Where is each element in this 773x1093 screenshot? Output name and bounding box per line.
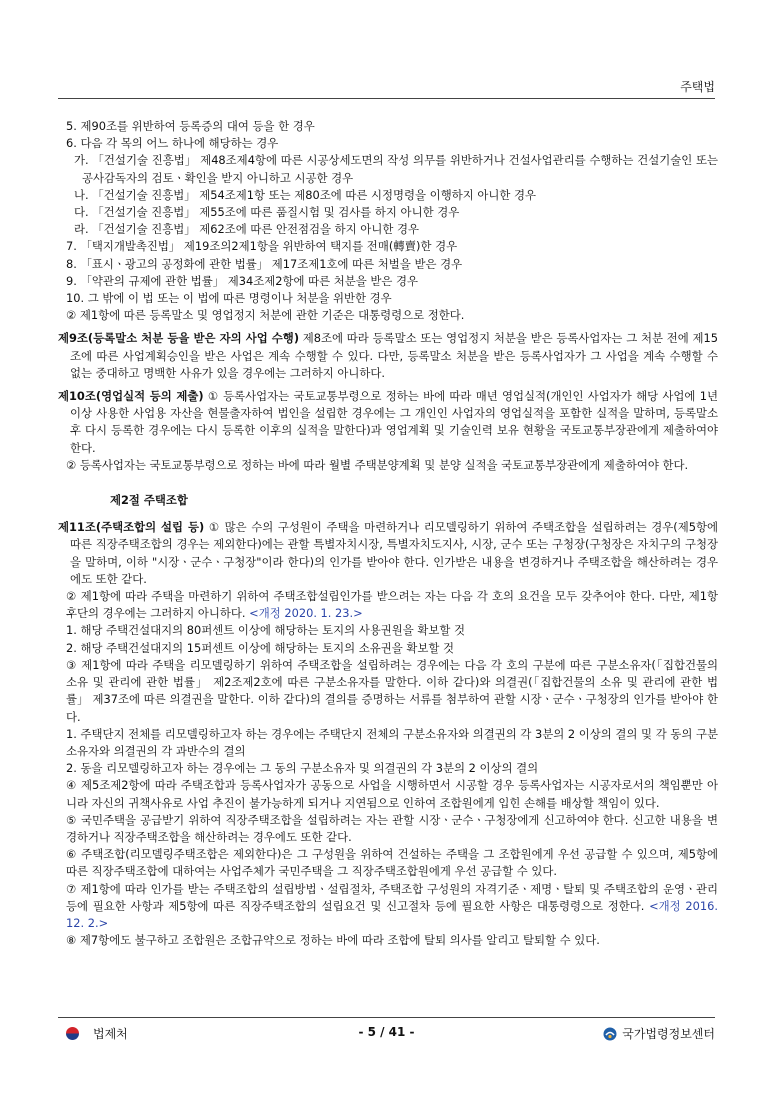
list-item: 2. 해당 주택건설대지의 15퍼센트 이상에 해당하는 토지의 소유권을 확보할 것 <box>66 640 455 655</box>
article-11 <box>58 519 718 588</box>
paragraph: ⑧ 제7항에도 불구하고 조합원은 조합규약으로 정하는 바에 따라 조합에 탈퇴 의사를 알리고 탈퇴할 수 있다. <box>66 933 600 948</box>
list-item: 2. 동을 리모델링하고자 하는 경우에는 그 동의 구분소유자 및 의결권의 각 3분의 2 이상의 결의 <box>66 761 539 776</box>
amendment-note: <개정 2016. 12. 2.> <box>66 898 719 930</box>
list-item: 1. 주택단지 전체를 리모델링하고자 하는 경우에는 주택단지 전체의 구분소유자와 의결권의 각 3분의 2 이상의 결의 및 각 동의 구분소유자와 의결권의 각 과반수의 결의 <box>66 726 718 758</box>
sub-list-item: 라. 「건설기술 진흥법」 제62조에 따른 안전점검을 하지 아니한 경우 <box>74 222 419 237</box>
paragraph: ② 등록사업자는 국토교통부령으로 정하는 바에 따라 월별 주택분양계획 및 분양 실적을 국토교통부장관에게 제출하여야 한다. <box>66 457 689 472</box>
page-number: - 5 / 41 - <box>358 1025 415 1039</box>
header-title: 주택법 <box>680 80 715 94</box>
amendment-note: <개정 2020. 1. 23.> <box>249 606 363 621</box>
article-title: 제10조(영업실적 등의 제출) <box>58 389 204 404</box>
footer-right <box>603 1025 715 1042</box>
paragraph: ③ 제1항에 따라 주택을 리모델링하기 위하여 주택조합을 설립하려는 경우에는 다음 각 호의 구분에 따른 구분소유자(「집합건물의 소유 및 관리에 관한 법률」 제2조제2호에 따른 구분소유자를 말한다. 이하 같다)와 의결권(「집합건물의 소유 및 관리에 관한 법률」 제37조에 따른 의결권을 말한다. 이하 같다)의 결의를 증명하는 서류를 첨부하여 관할 시장ㆍ군수ㆍ구청장의 인가를 받아야 한다. <box>66 657 718 724</box>
page-footer <box>58 1017 715 1047</box>
list-item: 1. 해당 주택건설대지의 80퍼센트 이상에 해당하는 토지의 사용권원을 확보할 것 <box>66 623 466 638</box>
law-center-logo-icon <box>603 1027 617 1041</box>
footer-rule <box>58 1017 715 1018</box>
page-header <box>58 58 715 98</box>
paragraph: ⑥ 주택조합(리모델링주택조합은 제외한다)은 그 구성원을 위하여 건설하는 주택을 그 조합원에게 우선 공급할 수 있으며, 제5항에 따른 직장주택조합에 대하여는 사업주체가 국민주택을 그 직장주택조합원에게 우선 공급할 수 있다. <box>66 847 718 879</box>
document-body <box>58 118 718 949</box>
header-rule <box>58 98 715 99</box>
list-item: 10. 그 밖에 이 법 또는 이 법에 따른 명령이나 처분을 위반한 경우 <box>66 291 392 306</box>
article-body: 제8조에 따라 등록말소 또는 영업정지 처분을 받은 등록사업자는 그 처분 전에 제15조에 따른 사업계획승인을 받은 사업은 계속 수행할 수 있다. 다만, 등록말소 처분을 받은 등록사업자가 그 사업을 계속 수행할 수 없는 중대하고 명백한 사유가 있을 경우에는 그러하지 아니하다. <box>70 331 718 380</box>
paragraph: ② 제1항에 따라 주택을 마련하기 위하여 주택조합설립인가를 받으려는 자는 다음 각 호의 요건을 모두 갖추어야 한다. 다만, 제1항 후단의 경우에는 그러하지 아니하다. <개정 2020. 1. 23.> <box>66 589 718 621</box>
paragraph: ⑦ 제1항에 따라 인가를 받는 주택조합의 설립방법ㆍ설립절차, 주택조합 구성원의 자격기준ㆍ제명ㆍ탈퇴 및 주택조합의 운영ㆍ관리 등에 필요한 사항과 제5항에 따른 직장주택조합의 설립요건 및 신고절차 등에 필요한 사항은 대통령령으로 정한다. <개정 2016. 12. 2.> <box>66 881 719 930</box>
paragraph: ⑤ 국민주택을 공급받기 위하여 직장주택조합을 설립하려는 자는 관할 시장ㆍ군수ㆍ구청장에게 신고하여야 한다. 신고한 내용을 변경하거나 직장주택조합을 해산하려는 경우에도 또한 같다. <box>66 812 718 844</box>
article-title: 제9조(등록말소 처분 등을 받은 자의 사업 수행) <box>58 331 300 346</box>
article-title: 제11조(주택조합의 설립 등) <box>58 520 205 535</box>
list-item: 7. 「택지개발촉진법」 제19조의2제1항을 위반하여 택지를 전매(轉賣)한 경우 <box>66 239 458 254</box>
article-10 <box>58 388 718 457</box>
list-item: 6. 다음 각 목의 어느 하나에 해당하는 경우 <box>66 136 279 151</box>
list-item: 5. 제90조를 위반하여 등록증의 대여 등을 한 경우 <box>66 119 315 133</box>
footer-agency: 법제처 <box>93 1027 128 1041</box>
list-item: 8. 「표시ㆍ광고의 공정화에 관한 법률」 제17조제1호에 따른 처벌을 받은 경우 <box>66 256 463 271</box>
sub-list-item: 가. 「건설기술 진흥법」 제48조제4항에 따른 시공상세도면의 작성 의무를 위반하거나 건설사업관리를 수행하는 건설기술인 또는 공사감독자의 검토ㆍ확인을 받지 아니하고 시공한 경우 <box>74 153 718 185</box>
footer-center-name: 국가법령정보센터 <box>622 1027 715 1041</box>
paragraph: ② 제1항에 따른 등록말소 및 영업정지 처분에 관한 기준은 대통령령으로 정한다. <box>66 308 465 323</box>
list-item: 9. 「약관의 규제에 관한 법률」 제34조제2항에 따른 처분을 받은 경우 <box>66 273 419 288</box>
sub-list-item: 나. 「건설기술 진흥법」 제54조제1항 또는 제80조에 따른 시정명령을 이행하지 아니한 경우 <box>74 187 536 202</box>
sub-list-item: 다. 「건설기술 진흥법」 제55조에 따른 품질시험 및 검사를 하지 아니한 경우 <box>74 205 460 220</box>
article-body: ① 등록사업자는 국토교통부령으로 정하는 바에 따라 매년 영업실적(개인인 사업자가 해당 사업에 1년 이상 사용한 사업용 자산을 현물출자하여 법인을 설립한 경우에는 그 개인인 사업자의 영업실적을 포함한 실적을 말하며, 등록말소 후 다시 등록한 경우에는 다시 등록한 이후의 실적을 말한다)과 영업계획 및 기술인력 보유 현황을 국토교통부장관에게 제출하여야 한다. <box>70 389 718 455</box>
section-title: 제2절 주택조합 <box>110 493 188 508</box>
article-body: ① 많은 수의 구성원이 주택을 마련하거나 리모델링하기 위하여 주택조합을 설립하려는 경우(제5항에 따른 직장주택조합의 경우는 제외한다)에는 관할 특별자치시장, 특별자치도지사, 시장, 군수 또는 구청장(구청장은 자치구의 구청장을 말하며, 이하 "시장ㆍ군수ㆍ구청장"이라 한다)의 인가를 받아야 한다. 인가받은 내용을 변경하거나 주택조합을 해산하려는 경우에도 또한 같다. <box>70 520 718 586</box>
paragraph: ④ 제5조제2항에 따라 주택조합과 등록사업자가 공동으로 사업을 시행하면서 시공할 경우 등록사업자는 시공자로서의 책임뿐만 아니라 자신의 귀책사유로 사업 추진이 불가능하게 되거나 지연됨으로 인하여 조합원에게 입힌 손해를 배상할 책임이 있다. <box>66 778 718 810</box>
article-9 <box>58 330 718 382</box>
